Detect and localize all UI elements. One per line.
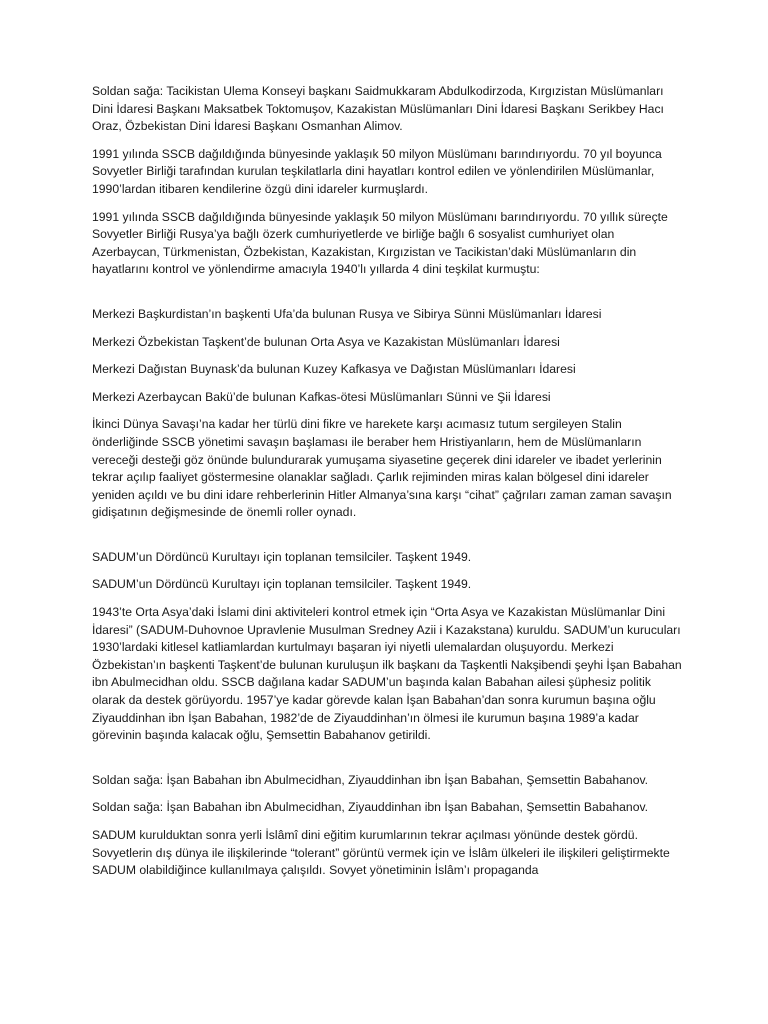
spacer <box>92 289 682 306</box>
document-page <box>92 83 682 890</box>
list-item-buynaksk: Merkezi Dağıstan Buynask’da bulunan Kuzey Kafkasya ve Dağıstan Müslümanları İdaresi <box>92 362 576 377</box>
spacer <box>92 532 682 549</box>
photo-caption-babahan: Soldan sağa: İşan Babahan ibn Abulmecidhan, Ziyauddinhan ibn İşan Babahan, Şemsettin Babahanov. <box>92 772 649 787</box>
list-item-ufa: Merkezi Başkurdistan’ın başkenti Ufa’da bulunan Rusya ve Sibirya Sünni Müslümanları İdaresi <box>92 306 602 321</box>
spacer <box>92 755 682 772</box>
paragraph-ussr-dissolution-2: 1991 yılında SSCB dağıldığında bünyesinde yaklaşık 50 milyon Müslümanı barındırıyordu. 70 yıllık süreçte Sovyetler Birliği Rusya’ya bağlı özerk cumhuriyetlerde ve birliğe bağlı 6 sosyalist cumhuriyet olan Azerbaycan, Türkmenistan, Özbekistan, Kazakistan, Kırgızistan ve Tacikistan’daki Müslümanların din hayatlarını kontrol ve yönlendirme amacıyla 1940’lı yıllarda 4 dini teşkilat kurmuştu: <box>92 209 668 277</box>
paragraph-ussr-dissolution-1: 1991 yılında SSCB dağıldığında bünyesinde yaklaşık 50 milyon Müslümanı barındırıyordu. 70 yıl boyunca Sovyetler Birliği tarafından kurulan teşkilatlarla dini hayatları kontrol edilen ve yönlendirilen Müslümanlar, 1990’lardan itibaren kendilerine özgü dini idareler kurmuşlardı. <box>92 146 662 196</box>
paragraph-sadum-education: SADUM kurulduktan sonra yerli İslâmî dini eğitim kurumlarının tekrar açılması yönünde destek gördü. Sovyetlerin dış dünya ile ilişkilerinde “tolerant” görüntü vermek için ve İslâm ülkeleri ile ilişkileri geliştirmekte SADUM olabildiğince kullanılmaya çalışıldı. Sovyet yönetiminin İslâm’ı propaganda <box>92 828 670 878</box>
photo-caption-kurultay: SADUM’un Dördüncü Kurultayı için toplanan temsilciler. Taşkent 1949. <box>92 549 472 564</box>
photo-caption-kurultay-repeat: SADUM’un Dördüncü Kurultayı için toplanan temsilciler. Taşkent 1949. <box>92 577 472 592</box>
photo-caption-leaders: Soldan sağa: Tacikistan Ulema Konseyi başkanı Saidmukkaram Abdulkodirzoda, Kırgızistan Müslümanları Dini İdaresi Başkanı Maksatbek Toktomuşov, Kazakistan Müslümanları Dini İdaresi Başkanı Serikbey Hacı Oraz, Özbekistan Dini İdaresi Başkanı Osmanhan Alimov. <box>92 84 664 134</box>
list-item-baku: Merkezi Azerbaycan Bakü’de bulunan Kafkas-ötesi Müslümanları Sünni ve Şii İdaresi <box>92 389 551 404</box>
paragraph-sadum-founding: 1943’te Orta Asya’daki İslami dini aktiviteleri kontrol etmek için “Orta Asya ve Kazakistan Müslümanlar Dini İdaresi” (SADUM-Duhovnoe Upravlenie Musulman Sredney Azii i Kazakstana) kuruldu. SADUM’un kurucuları 1930’lardaki kitlesel katliamlardan kurtulmayı başaran iyi niyetli ulemalardan oluşuyordu. Merkezi Özbekistan’ın başkenti Taşkent’de bulunan kuruluşun ilk başkanı da Taşkentli Nakşibendi şeyhi İşan Babahan ibn Abulmecidhan oldu. SSCB dağılana kadar SADUM’un başında kalan Babahan ailesi şüphesiz politik olarak da destek görüyordu. 1957’ye kadar görevde kalan İşan Babahan’dan sonra kurumun başına oğlu Ziyauddinhan ibn İşan Babahan, 1982’de de Ziyauddinhan’ın ölmesi ile kurumun başına 1989’a kadar görevinin başında kalacak oğlu, Şemsettin Babahanov getirildi. <box>92 605 682 743</box>
photo-caption-babahan-repeat: Soldan sağa: İşan Babahan ibn Abulmecidhan, Ziyauddinhan ibn İşan Babahan, Şemsettin Babahanov. <box>92 800 649 815</box>
paragraph-world-war-two: İkinci Dünya Savaşı’na kadar her türlü dini fikre ve harekete karşı acımasız tutum sergileyen Stalin önderliğinde SSCB yönetimi savaşın başlaması ile beraber hem Hristiyanların, hem de Müslümanların vereceği desteği göz önünde bulundurarak yumuşama siyasetine geçerek dini idareler ve ibadet yerlerinin tekrar açılıp faaliyet göstermesine olanaklar sağladı. Çarlık rejiminden miras kalan bölgesel dini idareler yeniden açıldı ve bu dini idare rehberlerinin Hitler Almanya’sına karşı “cihat” çağrıları zaman zaman savaşın gidişatının değişmesinde de önemli roller oynadı. <box>92 417 672 520</box>
list-item-tashkent: Merkezi Özbekistan Taşkent’de bulunan Orta Asya ve Kazakistan Müslümanları İdaresi <box>92 334 560 349</box>
